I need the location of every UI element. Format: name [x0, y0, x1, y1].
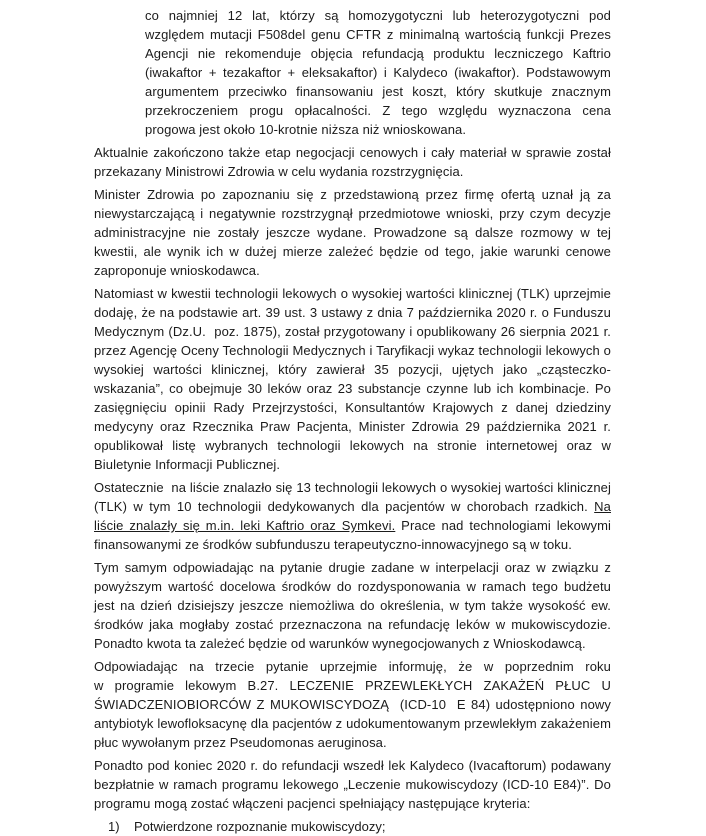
paragraph-negotiations-status: Aktualnie zakończono także etap negocjacji cenowych i cały materiał w sprawie został przekazany Ministrowi Zdrowia w celu wydania rozstrzygnięcia.	[94, 145, 611, 179]
paragraph-kalydeco-program: Ponadto pod koniec 2020 r. do refundacji wszedł lek Kalydeco (Ivacaftorum) podawany bezpłatnie w ramach programu lekowego „Leczenie mukowiscydozy (ICD-10 E84)”. Do programu mogą zostać włączeni pacjenci spełniający następujące kryteria:	[94, 758, 611, 811]
paragraph-tlk-publication: Natomiast w kwestii technologii lekowych o wysokiej wartości klinicznej (TLK) uprzejmie dodaję, że na podstawie art. 39 ust. 3 ustawy z dnia 7 października 2020 r. o Funduszu Medycznym (Dz.U. poz. 1875), został przygotowany i opublikowany 26 sierpnia 2021 r. przez Agencję Oceny Technologii Medycznych i Taryfikacji wykaz technologii lekowych o wysokiej wartości klinicznej, który zawierał 35 pozycji, ujętych jako „cząsteczko-wskazania”, co obejmuje 30 leków oraz 23 substancje czynne lub ich kombinacje. Po zasięgnięciu opinii Rady Przejrzystości, Konsultantów Krajowych z danej dziedziny medycyny oraz Rzecznika Praw Pacjenta, Minister Zdrowia 29 października 2021 r. opublikował listę wybranych technologii lekowych na stronie internetowej oraz w Biuletynie Informacji Publicznej.	[94, 286, 611, 472]
criteria-list-item-1-marker: 1)	[108, 819, 120, 834]
criteria-list-item-1-text: Potwierdzone rozpoznanie mukowiscydozy;	[134, 819, 386, 834]
tlk-final-list-tail: Prace nad technologiami lekowymi finansowanymi ze środków subfunduszu terapeutyczno-innowacyjnego są w toku.	[94, 518, 611, 552]
paragraph-minister-decision: Minister Zdrowia po zapoznaniu się z przedstawioną przez firmę ofertą uznał ją za niewystarczającą i negatywnie rozstrzygnął przedmiotowe wnioski, przy czym decyzje administracyjne nie zostały jeszcze wydane. Prowadzone są dalsze rozmowy w tej kwestii, ale wynik ich w dużej mierze zależeć będzie od tego, jakie warunki cenowe zaproponuje wnioskodawca.	[94, 187, 611, 278]
criteria-list-item-1	[108, 817, 611, 836]
paragraph-third-question-answer: Odpowiadając na trzecie pytanie uprzejmie informuję, że w poprzednim roku w programie lekowym B.27. LECZENIE PRZEWLEKŁYCH ZAKAŻEŃ PŁUC U ŚWIADCZENIOBIORCÓW Z MUKOWISCYDOZĄ (ICD-10 E 84) udostępniono nowy antybiotyk lewofloksacynę dla pacjentów z udokumentowanym przewlekłym zakażeniem płuc wywołanym przez Pseudomonas aeruginosa.	[94, 659, 611, 750]
paragraph-tlk-final-list	[94, 478, 611, 554]
paragraph-budget-answer: Tym samym odpowiadając na pytanie drugie zadane w interpelacji oraz w związku z powyższym wartość docelowa środków do rozdysponowania w ramach tego budżetu jest na dzień dzisiejszy jeszcze niemożliwa do określenia, w tym także wysokość ew. środków jaka mogłaby zostać przeznaczona na refundację leków w mukowiscydozie. Ponadto kwota ta zależeć będzie od warunków wynegocjowanych z Wnioskodawcą.	[94, 560, 611, 651]
underlined-kaftrio-symkevi-sentence: Na liście znalazły się m.in. leki Kaftrio oraz Symkevi.	[94, 499, 611, 533]
tlk-final-list-lead: Ostatecznie na liście znalazło się 13 technologii lekowych o wysokiej wartości klinicznej (TLK) w tym 10 technologii dedykowanych dla pacjentów w chorobach rzadkich.	[94, 480, 611, 514]
paragraph-recommendation-quote: co najmniej 12 lat, którzy są homozygotyczni lub heterozygotyczni pod względem mutacji F508del genu CFTR z minimalną wartością funkcji Prezes Agencji nie rekomenduje objęcia refundacją produktu leczniczego Kaftrio (iwakaftor + tezakaftor + eleksakaftor) i Kalydeco (iwakaftor). Podstawowym argumentem przeciwko finansowaniu jest koszt, który skutkuje znacznym przekroczeniem progu opłacalności. Z tego względu wyznaczona cena progowa jest około 10-krotnie niższa niż wnioskowana.	[145, 8, 611, 137]
